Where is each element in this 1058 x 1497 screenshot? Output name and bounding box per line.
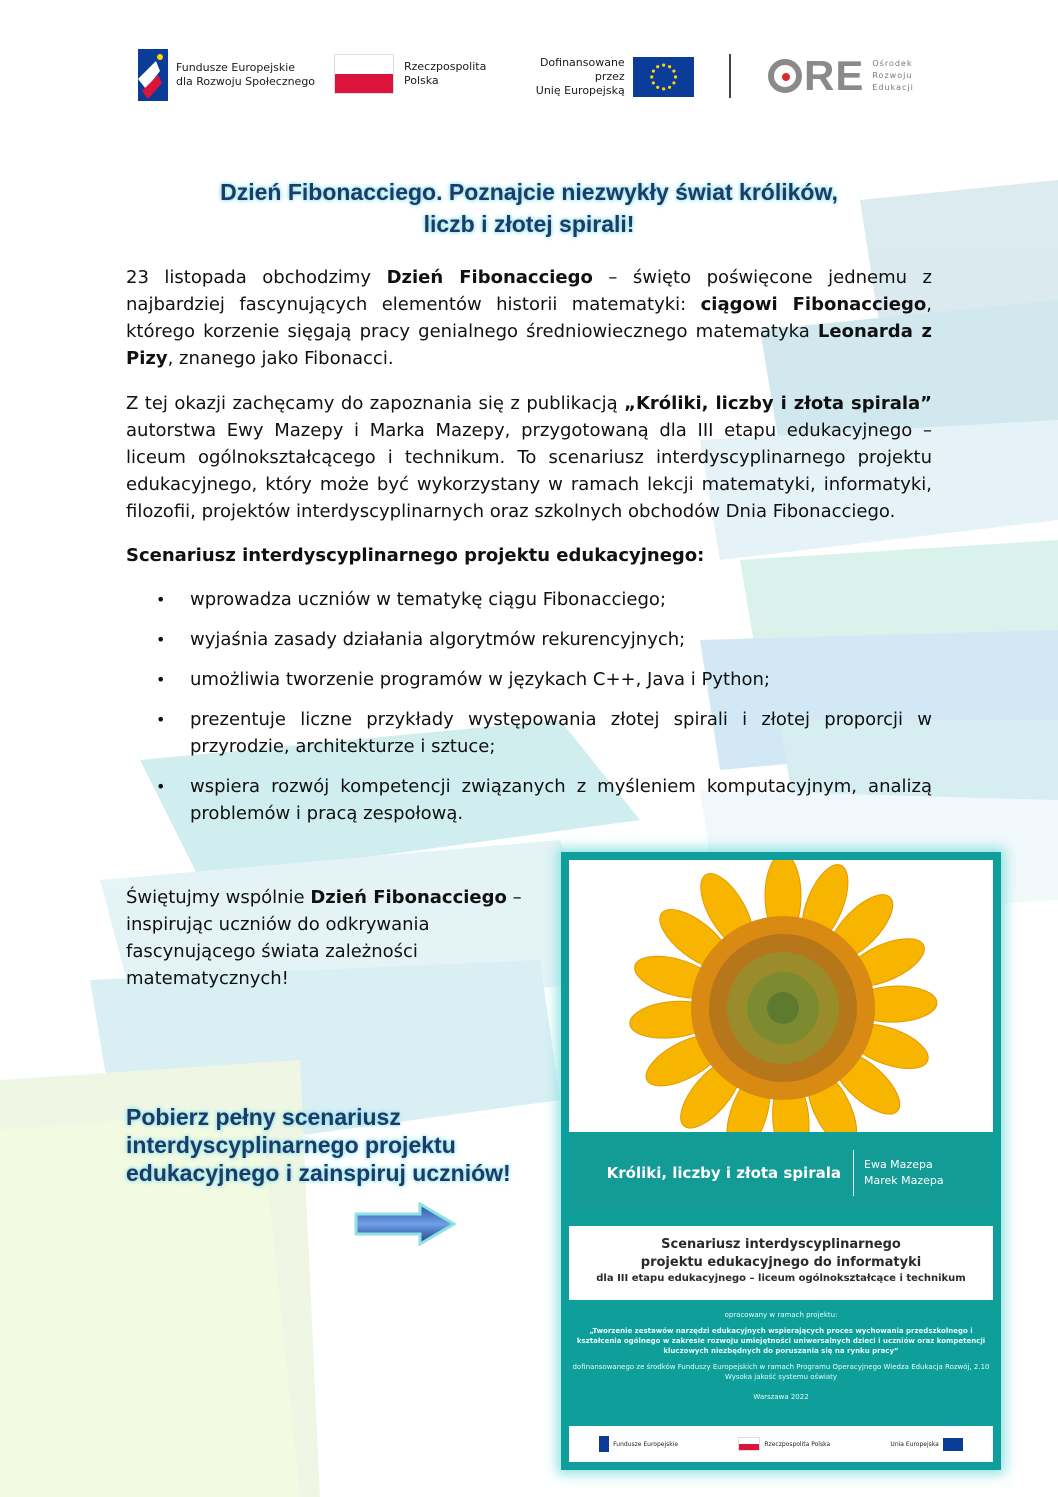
cover-author-2: Marek Mazepa	[864, 1174, 944, 1187]
sunflower-icon	[569, 860, 993, 1132]
p1-bold-2: ciągowi Fibonacciego	[700, 294, 927, 315]
intro-paragraph	[126, 264, 932, 372]
cover-project-info	[569, 1304, 993, 1424]
ore-line3: Edukacji	[872, 83, 914, 92]
ore-line1: Ośrodek	[872, 59, 913, 68]
fe-mini-icon	[599, 1436, 609, 1452]
p1-bold-1: Dzień Fibonacciego	[386, 267, 593, 288]
polish-flag-mini-icon	[738, 1437, 760, 1451]
cover-author-1: Ewa Mazepa	[864, 1158, 933, 1171]
list-item: • prezentuje liczne przykłady występowania złotej spirali i złotej proporcji w przyrodzie, architekturze i sztuce;	[126, 706, 932, 760]
cover-foot-rp	[738, 1437, 830, 1451]
p2-bold-1: „Króliki, liczby i złota spirala”	[624, 393, 932, 414]
cover-foot-eu	[890, 1438, 962, 1451]
list-item: • wprowadza uczniów w tematykę ciągu Fibonacciego;	[126, 586, 932, 613]
logo-fe-line2: dla Rozwoju Społecznego	[176, 75, 316, 88]
celebrate-bold-1: Dzień Fibonacciego	[310, 887, 507, 908]
p1-text-1: 23 listopada obchodzimy	[126, 267, 387, 288]
cover-info-b: „Tworzenie zestawów narzędzi edukacyjnych wspierających proces wychowania przedszkolnego i kształcenia ogólnego w zakresie rozwoju umiejętności uniwersalnych dzieci i uczniów oraz kompetencji kluczowych niezbędnych do poruszania się na rynku pracy”	[576, 1327, 986, 1355]
title-line1: Dzień Fibonacciego. Poznajcie niezwykły świat królików,	[220, 179, 838, 205]
logo-rp-line1: Rzeczpospolita	[404, 60, 487, 73]
cover-title-band	[569, 1134, 993, 1212]
p2-text-1: Z tej okazji zachęcamy do zapoznania się z publikacją	[126, 393, 625, 414]
cover-info-a: opracowany w ramach projektu:	[724, 1311, 838, 1319]
ore-line2: Rozwoju	[872, 71, 913, 80]
logo-rp-line2: Polska	[404, 74, 439, 87]
sunflower-image	[569, 860, 993, 1132]
ore-o-icon	[768, 59, 802, 93]
title-line2: liczb i złotej spirali!	[423, 211, 635, 237]
logo-fe-line1: Fundusze Europejskie	[176, 61, 296, 74]
eu-flag-mini-icon	[943, 1438, 963, 1451]
celebrate-text-2: – inspirując uczniów do odkrywania fascynującego świata zależności matematycznych!	[126, 887, 522, 989]
celebrate-text-1: Świętujmy wspólnie	[126, 887, 311, 908]
list-item: • wyjaśnia zasady działania algorytmów rekurencyjnych;	[126, 626, 932, 653]
cover-logo-strip	[569, 1426, 993, 1462]
cover-sub2: projektu edukacyjnego do informatyki	[640, 1255, 922, 1270]
scenario-bullet-list	[126, 586, 932, 840]
logo-fundusze-europejskie	[138, 48, 328, 102]
logo-eu-line2: Unię Europejską	[535, 84, 625, 97]
header-separator	[729, 54, 731, 98]
logo-eu-line1: Dofinansowane przez	[539, 56, 625, 83]
list-item: • wspiera rozwój kompetencji związanych z myśleniem komputacyjnym, analizą problemów i pracą zespołową.	[126, 773, 932, 827]
cover-foot3: Unia Europejska	[890, 1440, 939, 1448]
p1-text-3: , którego korzenie sięgają pracy genialnego średniowiecznego matematyka	[126, 294, 932, 342]
ore-word: RE	[804, 52, 865, 99]
cover-subtitle-box	[569, 1226, 993, 1300]
p2-text-2: autorstwa Ewy Mazepy i Marka Mazepy, przygotowaną dla III etapu edukacyjnego – liceum ogólnokształcącego i technikum. To scenariusz interdyscyplinarnego projektu edukacyjnego, który może być wykorzystany w ramach lekcji matematyki, informatyki, filozofii, projektów interdyscyplinarnych oraz szkolnych obchodów Dnia Fibonacciego.	[126, 420, 932, 522]
logo-ore	[768, 52, 928, 100]
cover-info-d: Warszawa 2022	[753, 1393, 809, 1401]
publication-paragraph	[126, 390, 932, 525]
download-cta-text[interactable]: Pobierz pełny scenariusz interdyscyplinarnego projektu edukacyjnego i zainspiruj uczniów!	[126, 1104, 511, 1186]
cover-foot1: Fundusze Europejskie	[613, 1440, 679, 1448]
arrow-right-icon[interactable]	[352, 1202, 458, 1246]
celebrate-paragraph	[126, 884, 536, 992]
eu-flag-icon	[633, 57, 694, 97]
cover-sub3: dla III etapu edukacyjnego – liceum ogólnokształcące i technikum	[596, 1273, 966, 1284]
book-cover[interactable]	[561, 852, 1001, 1470]
cover-sub1: Scenariusz interdyscyplinarnego	[661, 1237, 901, 1252]
cover-foot-fe	[599, 1436, 678, 1452]
p1-bold-3: Leonarda z Pizy	[126, 321, 933, 369]
cover-title: Króliki, liczby i złota spirala	[606, 1164, 841, 1182]
cover-info-c: dofinansowanego ze środków Funduszy Europejskich w ramach Programu Operacyjnego Wiedza Edukacja Rozwój, 2.10 Wysoka jakość systemu oświaty	[572, 1363, 990, 1381]
polish-flag-icon	[334, 54, 394, 94]
page-title	[150, 176, 908, 240]
logo-dofinansowane-ue	[508, 56, 694, 98]
logo-rzeczpospolita-polska	[334, 54, 494, 98]
list-item: • umożliwia tworzenie programów w językach C++, Java i Python;	[126, 666, 932, 693]
scenario-heading: Scenariusz interdyscyplinarnego projektu edukacyjnego:	[126, 545, 705, 566]
p1-text-4: , znanego jako Fibonacci.	[167, 348, 394, 369]
p1-text-2: – święto poświęcone jednemu z najbardziej fascynujących elementów historii matematyki:	[126, 267, 933, 315]
fundusze-europejskie-icon	[138, 49, 168, 101]
cover-foot2: Rzeczpospolita Polska	[764, 1440, 831, 1448]
